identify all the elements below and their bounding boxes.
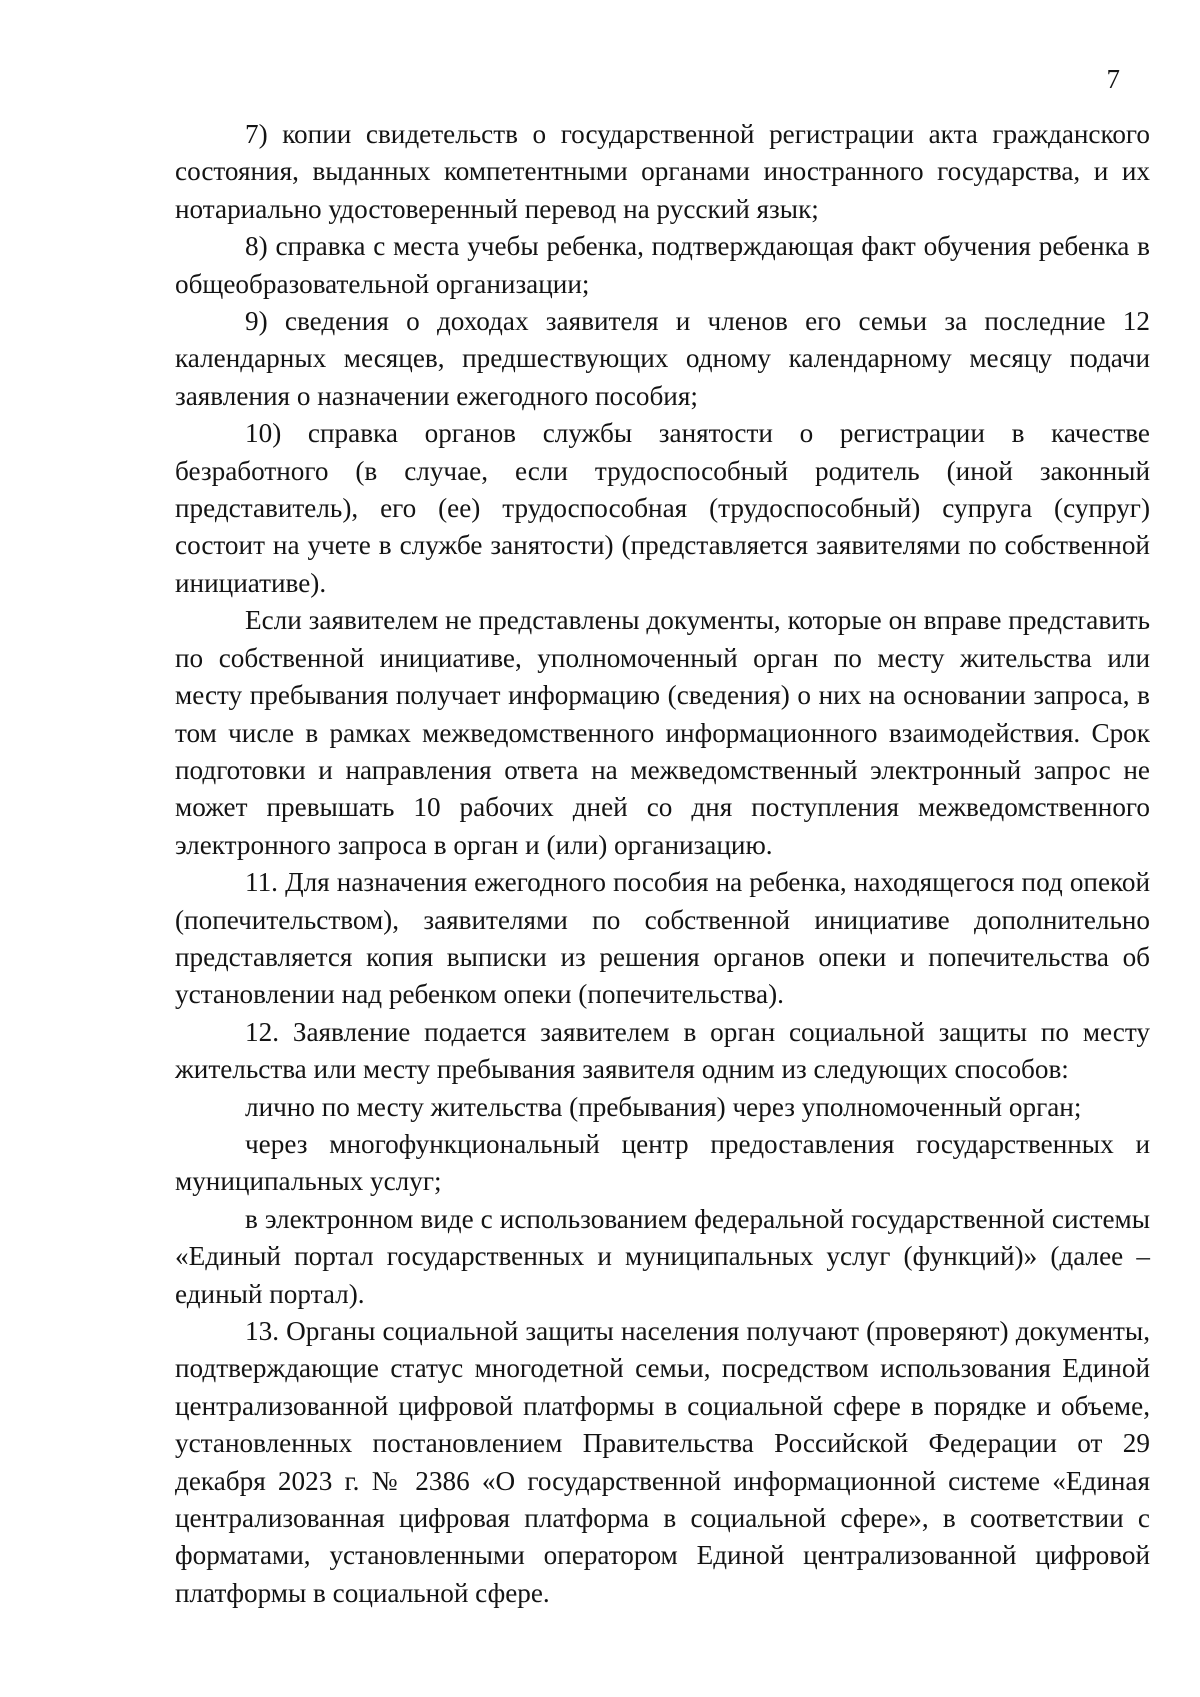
method-in-person: лично по месту жительства (пребывания) через уполномоченный орган; bbox=[245, 1091, 1082, 1122]
list-item-10-employment-service: 10) справка органов службы занятости о регистрации в качестве безработного (в случае, если трудоспособный родитель (иной законный представитель), его (ее) трудоспособная (трудоспособный) супруга (супруг) состоит на учете в службе занятости) (представляется заявителями по собственной инициативе). bbox=[175, 418, 1150, 598]
page-number: 7 bbox=[1106, 64, 1120, 94]
clause-13-digital-platform: 13. Органы социальной защиты населения получают (проверяют) документы, подтверждающие статус многодетной семьи, посредством использования Единой централизованной цифровой платформы в социальной сфере в порядке и объеме, установленных постановлением Правительства Российской Федерации от 29 декабря 2023 г. № 2386 «О государственной информационной системе «Единая централизованная цифровая платформа в социальной сфере», в соответствии с форматами, установленными оператором Единой централизованной цифровой платформы в социальной сфере. bbox=[175, 1316, 1150, 1608]
method-mfc: через многофункциональный центр предоставления государственных и муниципальных услуг; bbox=[175, 1128, 1150, 1197]
list-item-7-birth-certificates: 7) копии свидетельств о государственной регистрации акта гражданского состояния, выданных компетентными органами иностранного государства, и их нотариально удостоверенный перевод на русский язык; bbox=[175, 119, 1150, 224]
paragraph-interagency-request: Если заявителем не представлены документы, которые он вправе представить по собственной инициативе, уполномоченный орган по месту жительства или месту пребывания получает информацию (сведения) о них на основании запроса, в том числе в рамках межведомственного информационного взаимодействия. Срок подготовки и направления ответа на межведомственный электронный запрос не может превышать 10 рабочих дней со дня поступления межведомственного электронного запроса в орган и (или) организацию. bbox=[175, 605, 1150, 860]
clause-11-guardianship: 11. Для назначения ежегодного пособия на ребенка, находящегося под опекой (попечительством), заявителями по собственной инициативе дополнительно представляется копия выписки из решения органов опеки и попечительства об установлении над ребенком опеки (попечительства). bbox=[175, 867, 1150, 1010]
list-item-9-income-info: 9) сведения о доходах заявителя и членов его семьи за последние 12 календарных месяцев, предшествующих одному календарному месяцу подачи заявления о назначении ежегодного пособия; bbox=[175, 306, 1150, 411]
list-item-8-school-certificate: 8) справка с места учебы ребенка, подтверждающая факт обучения ребенка в общеобразовательной организации; bbox=[175, 231, 1150, 299]
method-electronic-portal: в электронном виде с использованием федеральной государственной системы «Единый портал государственных и муниципальных услуг (функций)» (далее – единый портал). bbox=[175, 1203, 1150, 1309]
document-body bbox=[175, 116, 1150, 1612]
clause-12-application-methods: 12. Заявление подается заявителем в орган социальной защиты по месту жительства или месту пребывания заявителя одним из следующих способов: bbox=[175, 1016, 1150, 1085]
